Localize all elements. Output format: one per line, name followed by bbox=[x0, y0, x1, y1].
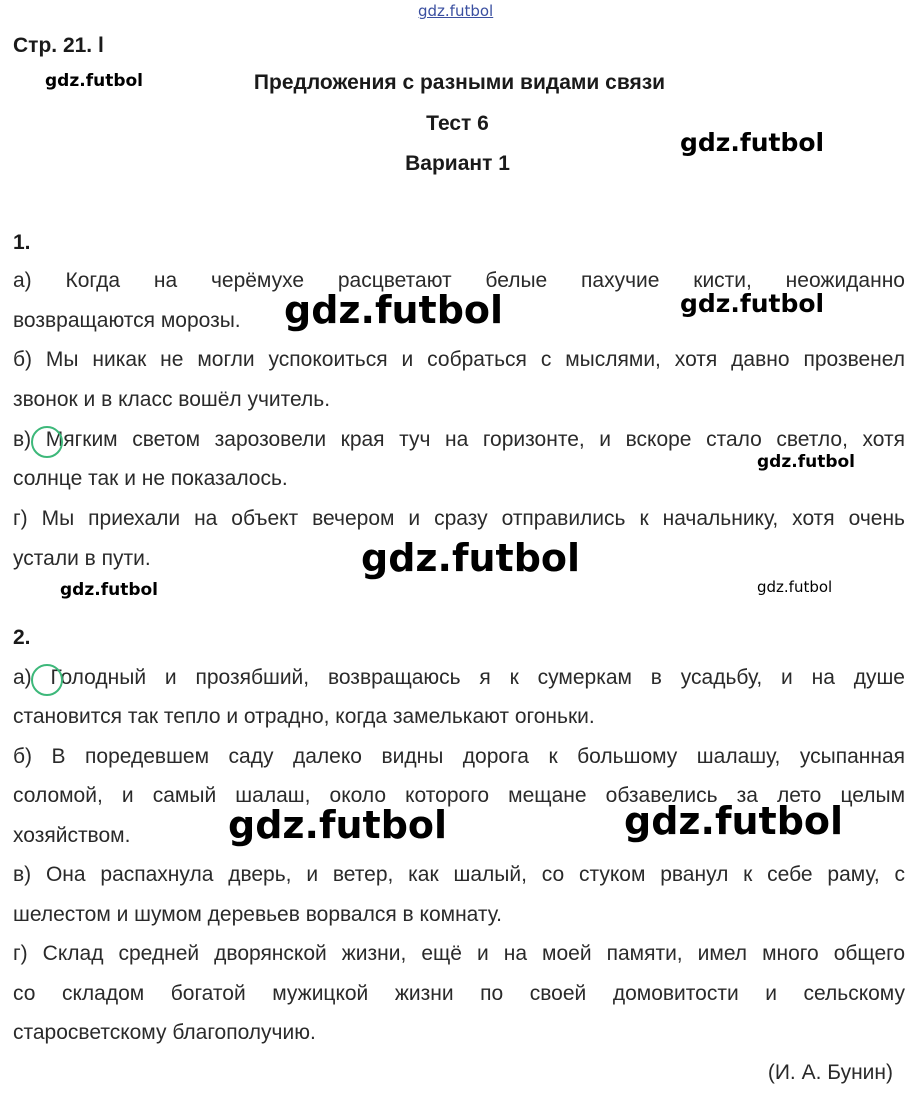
page-title bbox=[0, 71, 915, 95]
watermark: gdz.futbol bbox=[228, 803, 448, 847]
task-2-line: а) Голодный и прозябший, возвращаюсь я к сумеркам в усадьбу, и на душе bbox=[13, 666, 905, 689]
watermark: gdz.futbol bbox=[757, 578, 833, 596]
task-1-line: возвращаются морозы. bbox=[13, 309, 241, 332]
answer-circle bbox=[31, 426, 63, 458]
task-1-line: звонок и в класс вошёл учитель. bbox=[13, 388, 331, 411]
watermark: gdz.futbol bbox=[284, 288, 504, 332]
title-text: Предложения с разными видами связи bbox=[253, 71, 666, 94]
task-2-line: в) Она распахнула дверь, и ветер, как шалый, со стуком рванул к себе раму, с bbox=[13, 863, 905, 886]
task-2-line: хозяйством. bbox=[13, 824, 131, 847]
task-1-line: а) Когда на черёмухе расцветают белые пахучие кисти, неожиданно bbox=[13, 269, 905, 292]
task-2-line: шелестом и шумом деревьев ворвался в комнату. bbox=[13, 903, 502, 926]
author-attribution: (И. А. Бунин) bbox=[767, 1061, 893, 1084]
watermark: gdz.futbol bbox=[45, 71, 143, 91]
watermark: gdz.futbol bbox=[680, 128, 825, 157]
watermark: gdz.futbol bbox=[680, 289, 825, 318]
watermark-top: gdz.futbol bbox=[418, 2, 494, 20]
task-1-line: г) Мы приехали на объект вечером и сразу отправились к начальнику, хотя очень bbox=[13, 507, 905, 530]
task-1-line: в) Мягким светом зарозовели края туч на горизонте, и вскоре стало светло, хотя bbox=[13, 428, 905, 451]
watermark: gdz.futbol bbox=[60, 580, 158, 600]
watermark: gdz.futbol bbox=[361, 536, 581, 580]
task-2-line: б) В поредевшем саду далеко видны дорога к большому шалашу, усыпанная bbox=[13, 745, 905, 768]
task-2-line: г) Склад средней дворянской жизни, ещё и на моей памяти, имел много общего bbox=[13, 942, 905, 965]
watermark: gdz.futbol bbox=[624, 799, 844, 843]
watermark: gdz.futbol bbox=[757, 452, 855, 472]
page-reference: Стр. 21. l bbox=[13, 34, 104, 57]
task-1-line: б) Мы никак не могли успокоиться и собраться с мыслями, хотя давно прозвенел bbox=[13, 348, 905, 371]
task-1-line: солнце так и не показалось. bbox=[13, 467, 288, 490]
task-2-number: 2. bbox=[13, 626, 31, 649]
task-2-line: со складом богатой мужицкой жизни по своей домовитости и сельскому bbox=[13, 982, 905, 1005]
task-2-line: старосветскому благополучию. bbox=[13, 1021, 316, 1044]
answer-circle bbox=[31, 664, 63, 696]
variant-title: Вариант 1 bbox=[405, 152, 510, 175]
task-1-number: 1. bbox=[13, 231, 31, 254]
task-2-line: становится так тепло и отрадно, когда замелькают огоньки. bbox=[13, 705, 595, 728]
task-1-line: устали в пути. bbox=[13, 547, 151, 570]
task-2-line: соломой, и самый шалаш, около которого мещане обзавелись за лето целым bbox=[13, 784, 905, 807]
test-title: Тест 6 bbox=[426, 112, 489, 135]
